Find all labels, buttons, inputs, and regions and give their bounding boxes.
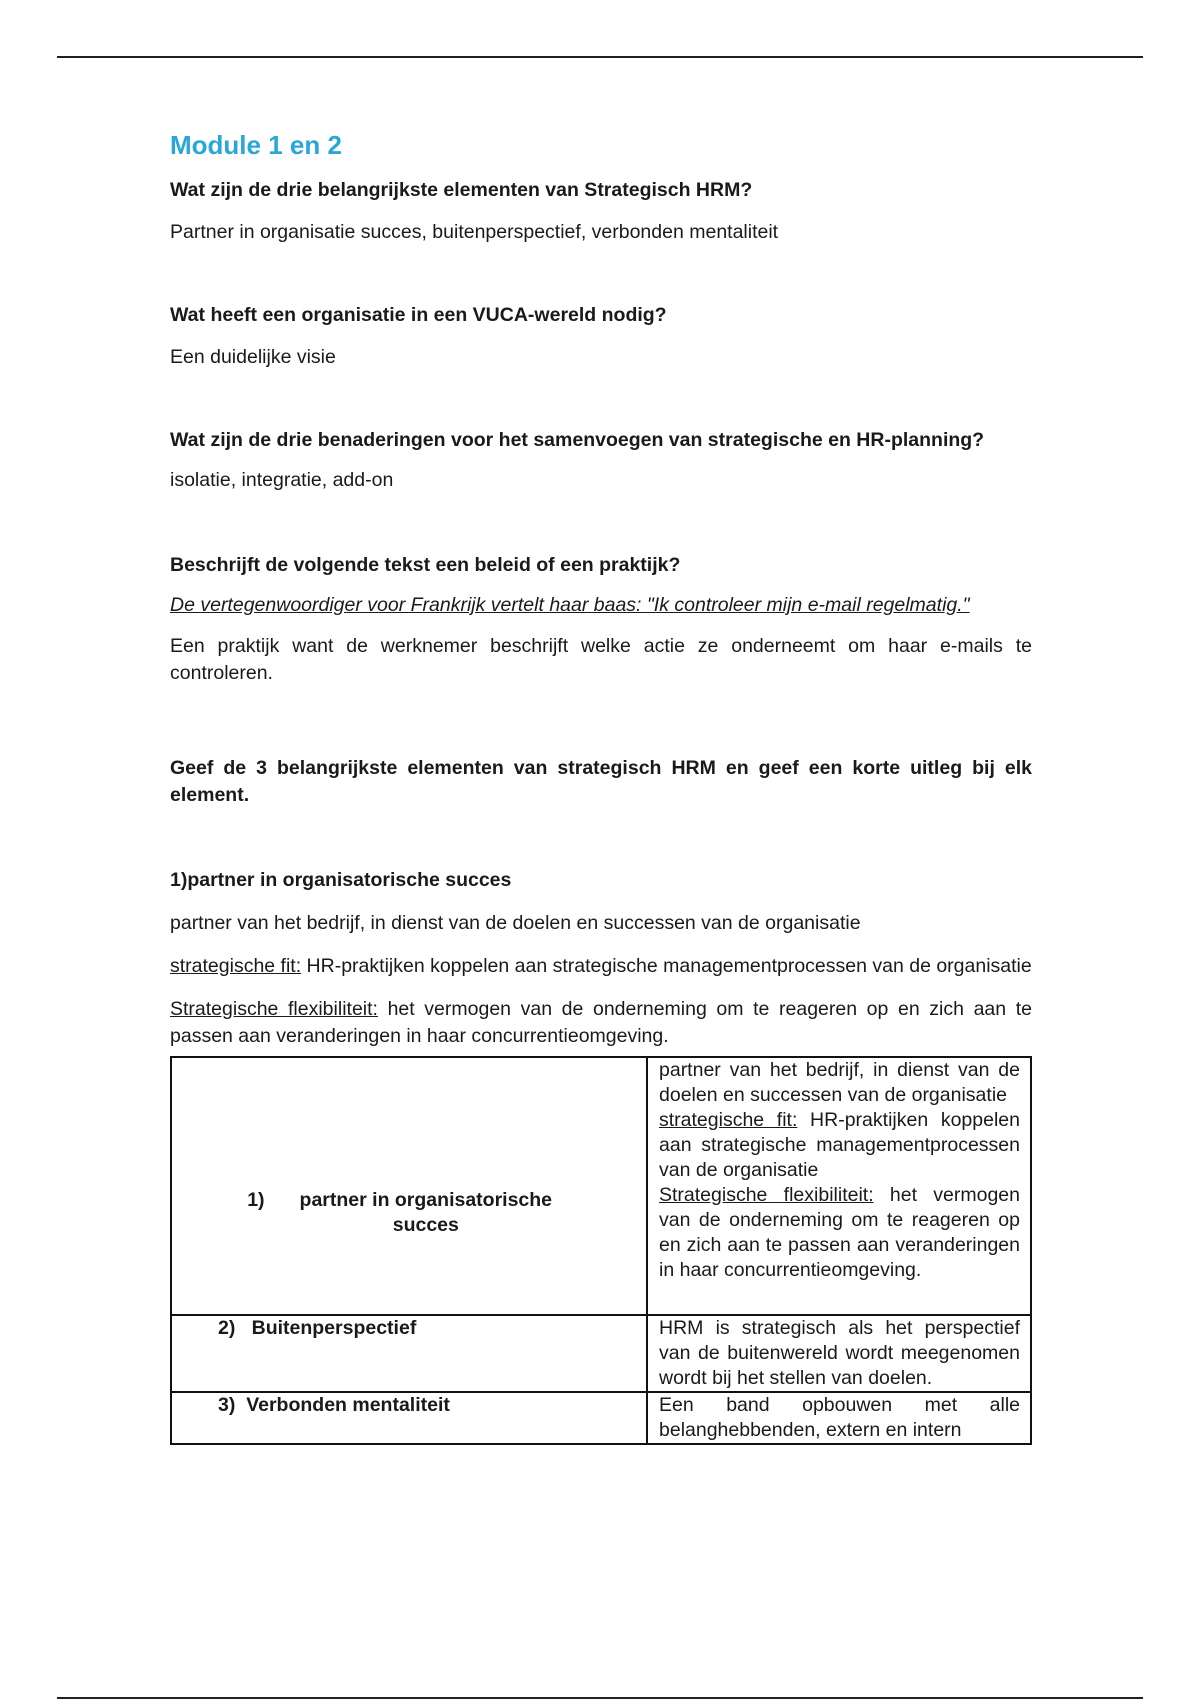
- footer-rule: [57, 1697, 1143, 1699]
- table-cell-label: [171, 1392, 647, 1444]
- table-cell-label: [171, 1315, 647, 1392]
- question-1: Wat zijn de drie belangrijkste elementen van Strategisch HRM?: [170, 179, 753, 201]
- section-paragraph-1: partner van het bedrijf, in dienst van de doelen en successen van de organisatie: [170, 912, 861, 934]
- section-paragraph-2: [170, 953, 1032, 980]
- question-2: Wat heeft een organisatie in een VUCA-wereld nodig?: [170, 304, 667, 326]
- text-strategic-flexibility: het vermogen van de onderneming om te reageren op en zich aan te passen aan veranderingen in haar concurrentieomgeving.: [170, 998, 1032, 1047]
- row1-line-2: [659, 1108, 1020, 1183]
- term-strategic-flexibility: Strategische flexibiliteit:: [170, 998, 378, 1020]
- table-cell-text: [647, 1057, 1031, 1315]
- elements-table: [170, 1056, 1032, 1445]
- term-strategic-fit: strategische fit:: [170, 955, 302, 977]
- header-rule: [57, 56, 1143, 58]
- row1-term-fit: strategische fit:: [659, 1109, 798, 1131]
- module-title: Module 1 en 2: [170, 130, 342, 160]
- answer-4: Een praktijk want de werknemer beschrijft welke actie ze onderneemt om haar e-mails te controleren.: [170, 635, 1032, 684]
- table-cell-label: [171, 1057, 647, 1315]
- section-paragraph-3: [170, 996, 1032, 1050]
- row1-text-flex: het vermogen van de onderneming om te reageren op en zich aan te passen aan veranderingen in haar concurrentieomgeving.: [659, 1184, 1020, 1281]
- row1-text-fit: HR-praktijken koppelen aan strategische managementprocessen van de organisatie: [659, 1109, 1020, 1181]
- answer-2: Een duidelijke visie: [170, 346, 336, 368]
- table-row: [171, 1392, 1031, 1444]
- quote-text: De vertegenwoordiger voor Frankrijk vertelt haar baas: "Ik controleer mijn e-mail regelmatig.": [170, 594, 970, 616]
- question-3: Wat zijn de drie benaderingen voor het samenvoegen van strategische en HR-planning?: [170, 429, 985, 451]
- row1-line-3: [659, 1183, 1020, 1283]
- table-cell-text: Een band opbouwen met alle belanghebbenden, extern en intern: [647, 1392, 1031, 1444]
- row-number: 2): [218, 1317, 236, 1339]
- row-number: 1): [247, 1189, 265, 1211]
- row1-term-flex: Strategische flexibiliteit:: [659, 1184, 874, 1206]
- row-label: Verbonden mentaliteit: [246, 1394, 450, 1416]
- document-body: [170, 130, 1032, 1445]
- row-number: 3): [218, 1394, 236, 1416]
- row-label: partner in organisatorische succes: [299, 1189, 553, 1236]
- table-cell-text: HRM is strategisch als het perspectief van de buitenwereld wordt meegenomen wordt bij het stellen van doelen.: [647, 1315, 1031, 1392]
- question-5: Geef de 3 belangrijkste elementen van strategisch HRM en geef een korte uitleg bij elk element.: [170, 757, 1032, 806]
- section-heading: 1)partner in organisatorische succes: [170, 869, 512, 891]
- answer-3: isolatie, integratie, add-on: [170, 469, 394, 491]
- text-strategic-fit: HR-praktijken koppelen aan strategische managementprocessen van de organisatie: [301, 955, 1032, 977]
- row-label: Buitenperspectief: [251, 1317, 417, 1339]
- answer-1: Partner in organisatie succes, buitenperspectief, verbonden mentaliteit: [170, 221, 779, 243]
- table-row: [171, 1315, 1031, 1392]
- row1-line-1: partner van het bedrijf, in dienst van de doelen en successen van de organisatie: [659, 1059, 1020, 1106]
- question-4: Beschrijft de volgende tekst een beleid of een praktijk?: [170, 554, 681, 576]
- table-row: [171, 1057, 1031, 1315]
